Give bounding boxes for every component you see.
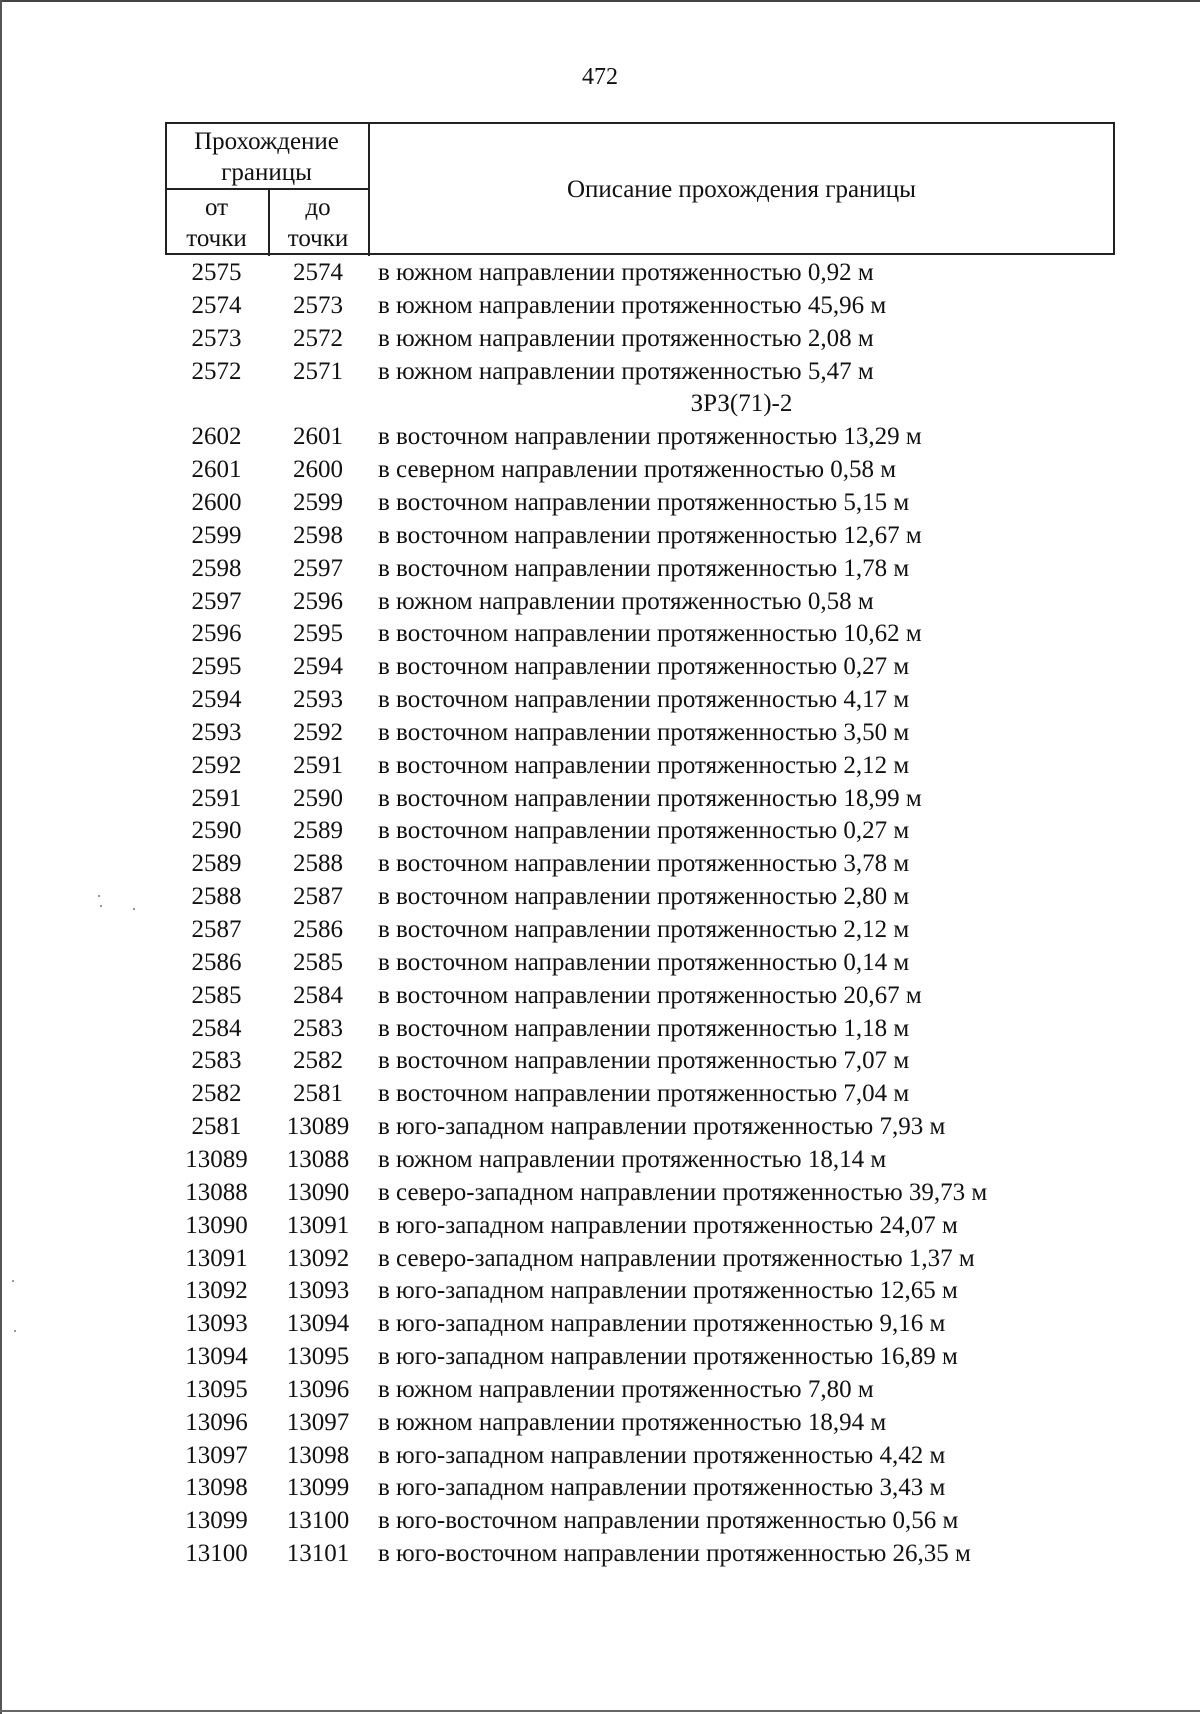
- table-row: [0, 979, 1200, 1012]
- to-point: 13090: [286, 1178, 350, 1206]
- from-point: 2594: [191, 686, 242, 714]
- to-point: 2595: [293, 620, 343, 648]
- table-row: [0, 716, 1200, 749]
- from-point: 13099: [185, 1507, 248, 1535]
- from-point: 2600: [191, 488, 242, 516]
- table-row: [0, 1044, 1200, 1077]
- to-point: 2574: [293, 259, 343, 286]
- from-point: 13096: [185, 1408, 248, 1436]
- boundary-description: в северо-западном направлении протяженностью 39,73 м: [378, 1178, 988, 1206]
- boundary-description: в юго-западном направлении протяженностью 16,89 м: [378, 1343, 958, 1371]
- table-row: [0, 1406, 1200, 1439]
- scan-edge-top: [0, 0, 1200, 2]
- from-point: 2575: [191, 259, 242, 286]
- table-row: [0, 1274, 1200, 1307]
- to-point: 2585: [293, 948, 343, 976]
- boundary-description: в восточном направлении протяженностью 18,99 м: [378, 784, 922, 812]
- to-point: 13092: [286, 1244, 350, 1272]
- to-point: 13088: [286, 1145, 350, 1173]
- to-point: 2571: [293, 357, 343, 385]
- header-from-line1: от: [204, 194, 229, 221]
- from-point: 2572: [191, 357, 242, 385]
- from-point: 13090: [185, 1211, 248, 1239]
- to-point: 2592: [293, 718, 343, 746]
- from-point: 2598: [191, 554, 242, 582]
- from-point: 13097: [185, 1441, 248, 1469]
- from-point: 2590: [191, 817, 242, 845]
- from-point: 2583: [191, 1047, 242, 1075]
- header-group-label-line1: Прохождение: [194, 128, 339, 155]
- to-point: 2589: [293, 817, 343, 845]
- to-point: 2587: [293, 883, 343, 911]
- boundary-description: в восточном направлении протяженностью 7,07 м: [378, 1047, 910, 1075]
- to-point: 13098: [286, 1441, 350, 1469]
- from-point: 13098: [185, 1474, 248, 1502]
- boundary-description: в восточном направлении протяженностью 10,62 м: [378, 620, 922, 648]
- table-row: [0, 322, 1200, 355]
- to-point: 13095: [286, 1343, 350, 1371]
- to-point: 2582: [293, 1047, 343, 1075]
- table-row: [0, 1373, 1200, 1406]
- to-point: 13099: [286, 1474, 350, 1502]
- boundary-description: в восточном направлении протяженностью 7,04 м: [378, 1080, 910, 1108]
- from-point: 2595: [191, 653, 242, 681]
- boundary-description: в юго-западном направлении протяженностью 3,43 м: [378, 1474, 946, 1502]
- scan-speck: [14, 1330, 16, 1332]
- to-point: 2591: [293, 751, 343, 779]
- from-point: 2573: [191, 324, 242, 352]
- from-point: 2574: [191, 291, 242, 319]
- table-row: [0, 1176, 1200, 1209]
- table-row: [0, 683, 1200, 716]
- table-row: [0, 1077, 1200, 1110]
- table-row: [0, 585, 1200, 618]
- to-point: 13101: [286, 1540, 350, 1568]
- boundary-description: в восточном направлении протяженностью 5,15 м: [378, 488, 910, 516]
- to-point: 2584: [293, 981, 343, 1009]
- to-point: 2596: [293, 587, 343, 615]
- header-description-label: Описание прохождения границы: [567, 176, 916, 203]
- table-row: [0, 1110, 1200, 1143]
- to-point: 2597: [293, 554, 343, 582]
- boundary-description: в южном направлении протяженностью 5,47 м: [378, 357, 874, 385]
- boundary-description: в восточном направлении протяженностью 2,80 м: [378, 883, 910, 911]
- table-row: [0, 1143, 1200, 1176]
- from-point: 2586: [191, 948, 242, 976]
- boundary-description: в юго-западном направлении протяженностью 7,93 м: [378, 1113, 946, 1141]
- table-row: [0, 946, 1200, 979]
- scan-edge-bottom: [0, 1710, 1200, 1712]
- boundary-description: в юго-восточном направлении протяженностью 26,35 м: [378, 1540, 971, 1568]
- table-row: [0, 552, 1200, 585]
- table-row: [0, 519, 1200, 552]
- boundary-description: в юго-западном направлении протяженностью 4,42 м: [378, 1441, 946, 1469]
- from-point: 2602: [191, 423, 242, 451]
- from-point: 2592: [191, 751, 242, 779]
- to-point: 13093: [286, 1277, 350, 1305]
- table-row: [0, 1012, 1200, 1045]
- from-point: 2601: [191, 456, 242, 484]
- from-point: 2584: [191, 1014, 242, 1042]
- from-point: 2589: [191, 850, 242, 878]
- boundary-description: в северном направлении протяженностью 0,58 м: [378, 456, 897, 484]
- header-group-label-line2: границы: [221, 159, 312, 186]
- to-point: 2588: [293, 850, 343, 878]
- table-row: [0, 1504, 1200, 1537]
- header-to-line2: точки: [287, 225, 349, 252]
- boundary-description: в восточном направлении протяженностью 3,78 м: [378, 850, 910, 878]
- boundary-description: в юго-западном направлении протяженностью 9,16 м: [378, 1310, 946, 1338]
- to-point: 2586: [293, 916, 343, 943]
- boundary-description: в восточном направлении протяженностью 1,18 м: [378, 1014, 910, 1042]
- boundary-description: в южном направлении протяженностью 18,94 м: [378, 1408, 887, 1436]
- from-point: 13089: [185, 1145, 248, 1173]
- boundary-description: в восточном направлении протяженностью 0,14 м: [378, 948, 910, 976]
- from-point: 13093: [185, 1310, 248, 1338]
- table-row: [0, 289, 1200, 322]
- boundary-description: в южном направлении протяженностью 45,96 м: [378, 291, 887, 319]
- to-point: 2593: [293, 686, 343, 714]
- table-row: [0, 617, 1200, 650]
- table-row: [0, 453, 1200, 486]
- scan-speck: [100, 905, 102, 907]
- header-from-line2: точки: [186, 225, 247, 252]
- from-point: 2588: [191, 883, 242, 911]
- from-point: 2596: [191, 620, 242, 648]
- from-point: 13095: [185, 1375, 248, 1403]
- boundary-description: в юго-западном направлении протяженностью 12,65 м: [378, 1277, 958, 1305]
- boundary-description: в юго-западном направлении протяженностью 24,07 м: [378, 1211, 958, 1239]
- from-point: 13092: [185, 1277, 248, 1305]
- table-row: [0, 814, 1200, 847]
- to-point: 2594: [293, 653, 343, 681]
- header-to-line1: до: [305, 194, 331, 221]
- to-point: 2581: [293, 1080, 343, 1108]
- boundary-description: в восточном направлении протяженностью 1,78 м: [378, 554, 910, 582]
- to-point: 2572: [293, 324, 343, 352]
- scan-speck: [133, 908, 135, 910]
- from-point: 2597: [191, 587, 242, 615]
- table-row: [0, 749, 1200, 782]
- boundary-description: в восточном направлении протяженностью 12,67 м: [378, 521, 922, 549]
- table-row: [0, 355, 1200, 388]
- from-point: 2581: [191, 1113, 242, 1141]
- to-point: 13100: [286, 1507, 350, 1535]
- page-number: 472: [582, 64, 618, 90]
- from-point: 2591: [191, 784, 242, 812]
- boundary-description: в юго-восточном направлении протяженностью 0,56 м: [378, 1507, 959, 1535]
- boundary-description: в восточном направлении протяженностью 0,27 м: [378, 817, 910, 845]
- to-point: 2600: [293, 456, 343, 484]
- to-point: 2601: [293, 423, 343, 451]
- scan-speck: [98, 895, 100, 897]
- table-row: [0, 420, 1200, 453]
- from-point: 13100: [185, 1540, 248, 1568]
- from-point: 2599: [191, 521, 242, 549]
- from-point: 13088: [185, 1178, 248, 1206]
- section-title: ЗРЗ(71)-2: [690, 390, 793, 418]
- boundary-description: в южном направлении протяженностью 0,58 м: [378, 587, 874, 615]
- header-from-label: [165, 192, 268, 254]
- to-point: 2583: [293, 1014, 343, 1042]
- to-point: 13094: [286, 1310, 350, 1338]
- boundary-description: в восточном направлении протяженностью 2,12 м: [378, 916, 910, 943]
- to-point: 2598: [293, 521, 343, 549]
- boundary-description: в восточном направлении протяженностью 3,50 м: [378, 718, 910, 746]
- boundary-description: в восточном направлении протяженностью 2,12 м: [378, 751, 910, 779]
- table-row: [0, 1209, 1200, 1242]
- table-row: [0, 256, 1200, 289]
- table-row: [0, 847, 1200, 880]
- boundary-description: в южном направлении протяженностью 0,92 м: [378, 259, 874, 286]
- boundary-description: в восточном направлении протяженностью 4,17 м: [378, 686, 910, 714]
- from-point: 13091: [185, 1244, 248, 1272]
- table-row: [0, 1471, 1200, 1504]
- table-row: [0, 880, 1200, 913]
- table-row: [0, 650, 1200, 683]
- table-row: [0, 1439, 1200, 1472]
- table-row: [0, 1307, 1200, 1340]
- to-point: 2573: [293, 291, 343, 319]
- boundary-description: в восточном направлении протяженностью 0,27 м: [378, 653, 910, 681]
- header-divider-horizontal: [165, 188, 369, 190]
- boundary-description: в северо-западном направлении протяженностью 1,37 м: [378, 1244, 975, 1272]
- table-row: [0, 1340, 1200, 1373]
- from-point: 13094: [185, 1343, 248, 1371]
- boundary-description: в южном направлении протяженностью 18,14 м: [378, 1145, 887, 1173]
- table-row: [0, 913, 1200, 946]
- header-group-label: [165, 126, 368, 188]
- to-point: 13096: [286, 1375, 350, 1403]
- table-row: [0, 782, 1200, 815]
- boundary-description: в восточном направлении протяженностью 13,29 м: [378, 423, 922, 451]
- from-point: 2593: [191, 718, 242, 746]
- boundary-description: в южном направлении протяженностью 2,08 м: [378, 324, 874, 352]
- from-point: 2585: [191, 981, 242, 1009]
- header-to-label: [268, 192, 368, 254]
- from-point: 2587: [191, 916, 242, 943]
- to-point: 13089: [286, 1113, 350, 1141]
- to-point: 13097: [286, 1408, 350, 1436]
- to-point: 2590: [293, 784, 343, 812]
- scan-speck: [12, 1280, 14, 1282]
- from-point: 2582: [191, 1080, 242, 1108]
- boundary-description: в восточном направлении протяженностью 20,67 м: [378, 981, 922, 1009]
- table-row: [0, 486, 1200, 519]
- boundary-description: в южном направлении протяженностью 7,80 м: [378, 1375, 874, 1403]
- table-row: [0, 1242, 1200, 1275]
- table-row: [0, 1537, 1200, 1570]
- to-point: 2599: [293, 488, 343, 516]
- to-point: 13091: [286, 1211, 350, 1239]
